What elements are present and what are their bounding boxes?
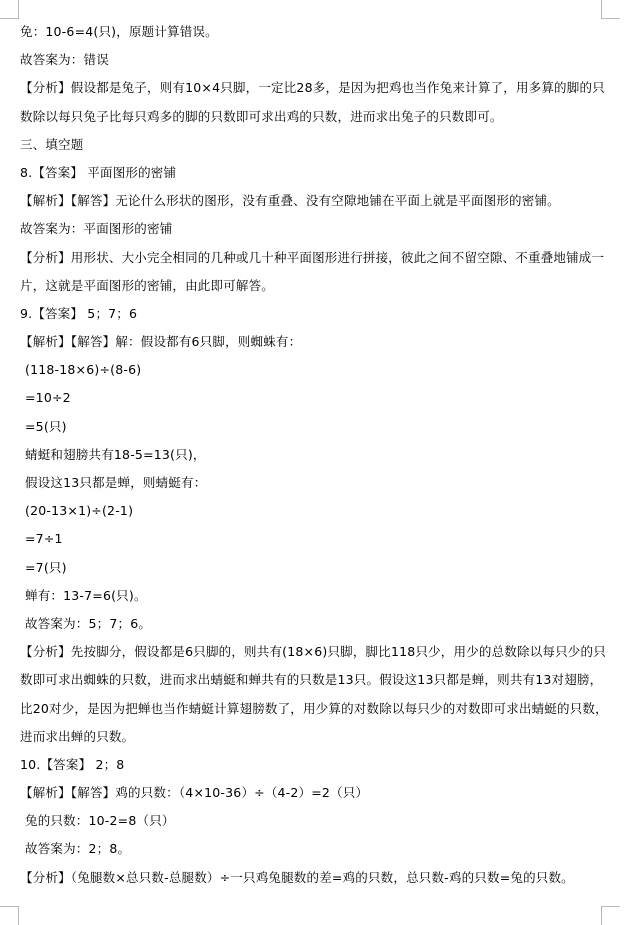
page-corner-mark bbox=[0, 0, 19, 19]
page-corner-mark bbox=[601, 906, 620, 925]
text-line: 假设这13只都是蝉，则蜻蜓有： bbox=[25, 475, 207, 490]
text-line: 进而求出蝉的只数。 bbox=[20, 728, 135, 744]
text-line: 【解析】【解答】解：假设都有6只脚，则蜘蛛有： bbox=[20, 334, 302, 350]
text-line: 故答案为：2；8。 bbox=[25, 841, 131, 857]
text-line: 故答案为：5；7；6。 bbox=[25, 615, 152, 631]
text-line: 【分析】用形状、大小完全相同的几种或几十种平面图形进行拼接，彼此之间不留空隙、不重叠地铺成一 bbox=[20, 249, 605, 265]
equation-line: =7(只) bbox=[25, 559, 67, 575]
text-line: 【分析】（兔腿数×总只数-总腿数）÷一只鸡兔腿数的差=鸡的只数，总只数-鸡的只数=兔的只数。 bbox=[20, 869, 574, 885]
text-line: 【解析】【解答】鸡的只数：（4×10-36）÷（4-2）=2（只） bbox=[20, 785, 369, 801]
equation-line: (20-13×1)÷(2-1) bbox=[25, 503, 134, 519]
question-answer: 8.【答案】 平面图形的密铺 bbox=[20, 164, 177, 180]
text-line: 比20对少，是因为把蝉也当作蜻蜓计算翅膀数了，用少算的对数除以每只少的对数即可求出蜻蜓的只数， bbox=[20, 700, 608, 716]
text-line: 【分析】先按脚分，假设都是6只脚的，则共有(18×6)只脚，脚比118只少，用少的总数除以每只少的只 bbox=[20, 644, 606, 660]
equation-line: =10÷2 bbox=[25, 390, 71, 406]
question-answer: 10.【答案】 2；8 bbox=[20, 756, 125, 772]
document-body bbox=[20, 18, 608, 892]
equation-line: =5(只) bbox=[25, 418, 67, 434]
text-line: 数即可求出蜘蛛的只数，进而求出蜻蜓和蝉共有的只数是13只。假设这13只都是蝉，则共有13对翅膀， bbox=[20, 672, 603, 688]
equation-line: =7÷1 bbox=[25, 531, 63, 547]
text-line: 【分析】假设都是兔子，则有10×4只脚，一定比28多，是因为把鸡也当作兔来计算了，用多算的脚的只 bbox=[20, 80, 605, 96]
page-corner-mark bbox=[0, 906, 19, 925]
section-heading: 三、填空题 bbox=[20, 136, 84, 152]
text-line: 数除以每只兔子比每只鸡多的脚的只数即可求出鸡的只数，进而求出兔子的只数即可。 bbox=[20, 108, 503, 124]
text-line: 兔的只数：10-2=8（只） bbox=[25, 813, 175, 829]
text-line: 【解析】【解答】无论什么形状的图形，没有重叠、没有空隙地铺在平面上就是平面图形的密铺。 bbox=[20, 193, 560, 209]
text-line: 蝉有：13-7=6(只)。 bbox=[25, 587, 147, 603]
question-answer: 9.【答案】 5；7；6 bbox=[20, 305, 138, 321]
text-line: 蜻蜓和翅膀共有18-5=13(只)， bbox=[25, 446, 206, 462]
text-line: 片，这就是平面图形的密铺，由此即可解答。 bbox=[20, 277, 275, 293]
equation-line: (118-18×6)÷(8-6) bbox=[25, 362, 142, 378]
text-line: 故答案为：平面图形的密铺 bbox=[20, 221, 173, 237]
text-line: 故答案为：错误 bbox=[20, 52, 109, 68]
text-line: 免：10-6=4(只)，原题计算错误。 bbox=[20, 24, 218, 39]
page-corner-mark bbox=[601, 0, 620, 19]
